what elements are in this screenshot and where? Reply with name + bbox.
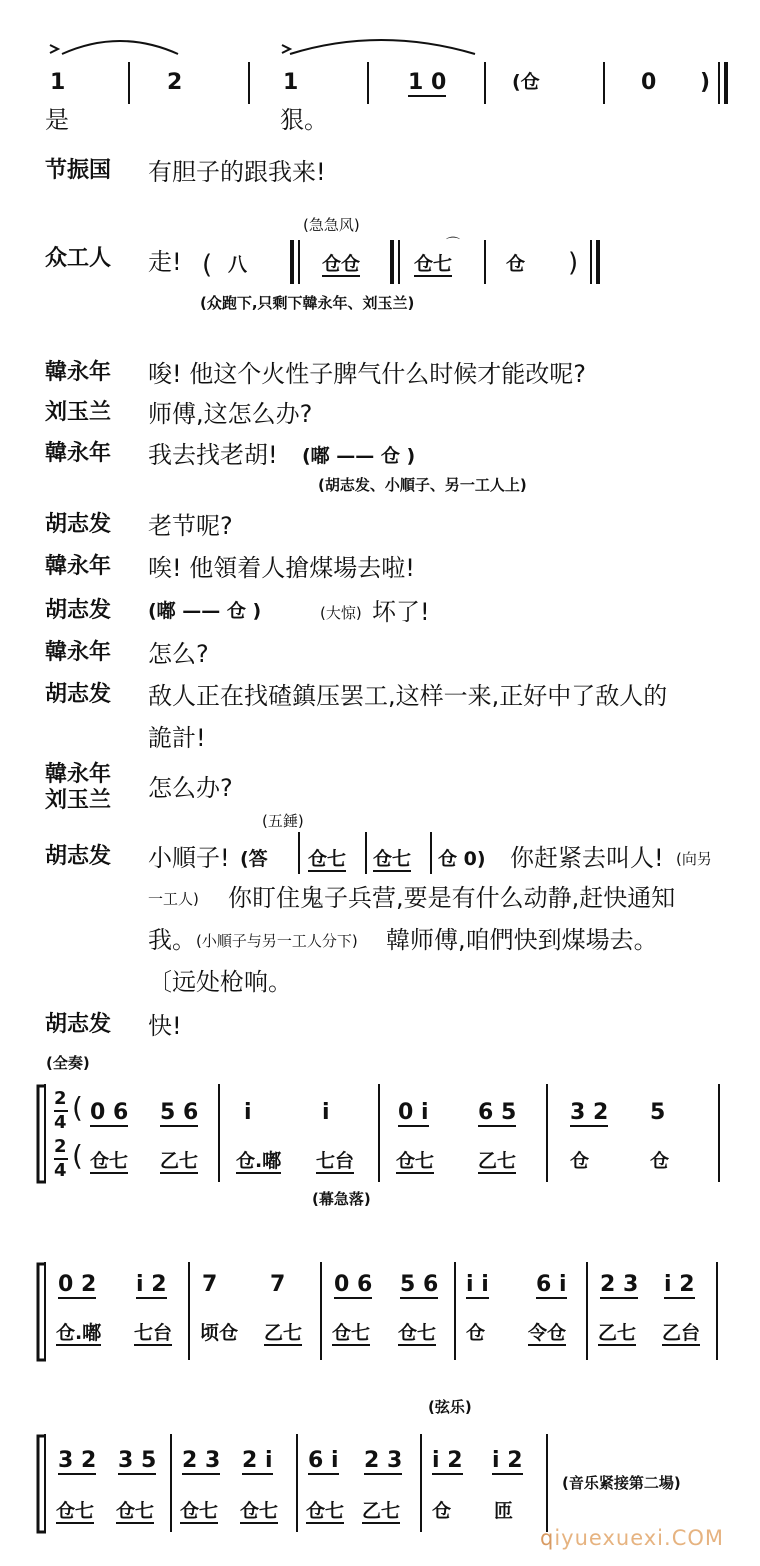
score-note: 2 3 — [364, 1448, 403, 1473]
barline — [546, 1434, 548, 1532]
speaker-name: 胡志发 — [45, 844, 112, 869]
barline-end — [590, 240, 592, 284]
dialogue-text: 我去找老胡! — [148, 441, 278, 469]
time-signature-bottom: 4 — [54, 1112, 67, 1133]
barline — [716, 1262, 718, 1360]
score-note: 0 2 — [58, 1272, 97, 1297]
stage-direction: (大惊) — [320, 604, 362, 622]
barline — [188, 1262, 190, 1360]
dialogue-text: 快! — [148, 1012, 182, 1040]
score-note: 0 6 — [334, 1272, 373, 1297]
top-note-5: (仓 — [512, 71, 540, 93]
speaker-name: 胡志发 — [45, 1012, 112, 1037]
stage-direction: (向另 — [676, 850, 712, 868]
dialogue-text: 敌人正在找碴鎮压罢工,这样一来,正好中了敌人的 — [148, 682, 668, 710]
speaker-name: 众工人 — [45, 246, 112, 271]
score-note: 6 i — [308, 1448, 339, 1473]
percussion: ( — [202, 250, 213, 280]
stage-direction: (小順子与另一工人分下) — [196, 932, 358, 950]
barline — [430, 832, 432, 874]
score-note: i 2 — [136, 1272, 167, 1297]
percussion-label: (五錘) — [262, 812, 304, 830]
system-barline — [44, 1084, 46, 1182]
lyric: 是 — [45, 106, 69, 134]
score-note: i 2 — [664, 1272, 695, 1297]
score-note: 6 5 — [478, 1100, 517, 1125]
top-barline — [128, 62, 130, 104]
speaker-name: 韓永年 — [45, 554, 112, 579]
paren: ( — [72, 1139, 83, 1172]
repeat-barline — [290, 240, 294, 284]
score-percussion: 七台 — [134, 1322, 173, 1344]
top-barline-end — [724, 62, 728, 104]
percussion: 仓七 — [308, 848, 347, 870]
barline-end — [596, 240, 600, 284]
barline — [320, 1262, 322, 1360]
score-note: 7 — [270, 1272, 286, 1297]
score-note: 5 — [650, 1100, 666, 1125]
score-note: i 2 — [432, 1448, 463, 1473]
score-percussion: 仓七 — [398, 1322, 437, 1344]
percussion: 仓仓 — [322, 253, 361, 275]
score-percussion: 七台 — [316, 1150, 355, 1172]
paren: ( — [72, 1091, 83, 1124]
score-percussion: 乙七 — [362, 1500, 401, 1522]
top-note-7: ) — [700, 70, 711, 95]
percussion: ) — [568, 248, 579, 278]
speaker-name: 胡志发 — [45, 598, 112, 623]
top-note-4: 1 0 — [408, 70, 447, 95]
barline — [365, 832, 367, 874]
percussion: 八 — [228, 254, 248, 276]
speaker-name: 胡志发 — [45, 512, 112, 537]
score-percussion: 仓.嘟 — [56, 1322, 102, 1344]
score-note: 3 2 — [58, 1448, 97, 1473]
watermark — [540, 1528, 724, 1549]
score-percussion: 令仓 — [528, 1322, 567, 1344]
stage-direction: (幕急落) — [312, 1190, 371, 1208]
stage-direction: (众跑下,只剩下韓永年、刘玉兰) — [200, 294, 415, 312]
score-note: 0 6 — [90, 1100, 129, 1125]
score-percussion: 仓七 — [240, 1500, 279, 1522]
score-note: 2 3 — [600, 1272, 639, 1297]
dialogue-text: 小順子! — [148, 844, 230, 872]
score-note: 5 6 — [160, 1100, 199, 1125]
barline — [296, 1434, 298, 1532]
top-barline — [367, 62, 369, 104]
speaker-name: 刘玉兰 — [45, 400, 112, 425]
score-percussion: 匝 — [494, 1500, 514, 1522]
dialogue-text: 你盯住鬼子兵营,要是有什么动静,赶快通知 — [228, 884, 676, 912]
percussion: 仓七 — [373, 848, 412, 870]
dialogue-text: 詭計! — [148, 724, 206, 752]
dialogue-text: 有胆子的跟我来! — [148, 158, 326, 186]
repeat-barline — [398, 240, 400, 284]
barline — [170, 1434, 172, 1532]
score-note: 7 — [202, 1272, 218, 1297]
top-note-1: 1 — [50, 70, 66, 95]
barline — [378, 1084, 380, 1182]
fermata-mark: ⌒ — [446, 237, 460, 253]
score-note: 0 i — [398, 1100, 429, 1125]
score-percussion: 仓七 — [332, 1322, 371, 1344]
percussion: (嘟 —— 仓 ) — [148, 600, 262, 622]
top-barline — [248, 62, 250, 104]
score-percussion: 仓七 — [116, 1500, 155, 1522]
stage-direction: 一工人) — [148, 890, 199, 908]
score-percussion: 仓七 — [56, 1500, 95, 1522]
slur-marks — [0, 0, 760, 60]
watermark-q: q — [540, 1526, 555, 1550]
percussion: (嘟 —— 仓 ) — [302, 445, 416, 467]
percussion: 仓 — [506, 253, 526, 275]
speaker-name: 胡志发 — [45, 682, 112, 707]
top-barline — [603, 62, 605, 104]
score-percussion: 仓七 — [90, 1150, 129, 1172]
score-note: 2 3 — [182, 1448, 221, 1473]
score-note: 2 i — [242, 1448, 273, 1473]
dialogue-text: 坏了! — [372, 598, 430, 626]
barline — [484, 240, 486, 284]
score-percussion: 顷仓 — [200, 1322, 239, 1344]
watermark-text: iyuexuexi.COM — [554, 1526, 725, 1550]
barline — [586, 1262, 588, 1360]
score-percussion: 仓七 — [306, 1500, 345, 1522]
top-note-2: 2 — [167, 70, 183, 95]
score-note: i — [322, 1100, 330, 1125]
score-percussion: 仓 — [466, 1322, 486, 1344]
percussion: 仓 0) — [438, 848, 486, 870]
barline — [420, 1434, 422, 1532]
score-note: 6 i — [536, 1272, 567, 1297]
top-barline — [484, 62, 486, 104]
barline — [298, 832, 300, 874]
speaker-name: 韓永年 — [45, 441, 112, 466]
stage-direction: (音乐紧接第二場) — [562, 1474, 681, 1492]
score-note: 5 6 — [400, 1272, 439, 1297]
time-signature-top: 2 — [54, 1136, 67, 1157]
system-barline — [44, 1262, 46, 1360]
score-percussion: 仓七 — [180, 1500, 219, 1522]
score-percussion: 仓七 — [396, 1150, 435, 1172]
repeat-barline — [298, 240, 300, 284]
dialogue-text: 我。 — [148, 926, 196, 954]
barline — [454, 1262, 456, 1360]
speaker-name: 韓永年 — [45, 762, 112, 787]
dialogue-text: 走! — [148, 248, 182, 276]
score-percussion: 仓.嘟 — [236, 1150, 282, 1172]
score-percussion: 仓 — [432, 1500, 452, 1522]
score-note: i — [244, 1100, 252, 1125]
score-percussion: 乙七 — [598, 1322, 637, 1344]
score-percussion: 仓 — [650, 1150, 670, 1172]
dialogue-text: 你赶紧去叫人! — [510, 844, 664, 872]
score-percussion: 仓 — [570, 1150, 590, 1172]
top-note-3: 1 — [283, 70, 299, 95]
score-percussion: 乙七 — [264, 1322, 303, 1344]
time-signature-top: 2 — [54, 1088, 67, 1109]
system-barline — [44, 1434, 46, 1532]
stage-direction: (胡志发、小順子、另一工人上) — [318, 476, 527, 494]
lyric: 狠。 — [280, 106, 328, 134]
speaker-name: 韓永年 — [45, 360, 112, 385]
barline — [218, 1084, 220, 1182]
score-percussion: 乙台 — [662, 1322, 701, 1344]
barline — [546, 1084, 548, 1182]
repeat-barline — [390, 240, 394, 284]
percussion: 仓七 — [414, 253, 453, 275]
score-note: 3 2 — [570, 1100, 609, 1125]
stage-direction: 〔远处枪响。 — [148, 968, 292, 996]
score-note: i i — [466, 1272, 489, 1297]
score-note: 3 5 — [118, 1448, 157, 1473]
speaker-name: 韓永年 — [45, 640, 112, 665]
speaker-name: 刘玉兰 — [45, 788, 112, 813]
score-label: (弦乐) — [428, 1398, 472, 1416]
score-note: i 2 — [492, 1448, 523, 1473]
top-barline-end — [718, 62, 720, 104]
dialogue-text: 怎么? — [148, 640, 209, 668]
dialogue-text: 怎么办? — [148, 774, 233, 802]
time-signature-bottom: 4 — [54, 1160, 67, 1181]
dialogue-text: 唆! 他这个火性子脾气什么时候才能改呢? — [148, 360, 586, 388]
speaker-name: 节振国 — [45, 158, 112, 183]
barline — [718, 1084, 720, 1182]
dialogue-text: 唉! 他領着人搶煤場去啦! — [148, 554, 415, 582]
top-note-6: 0 — [641, 70, 657, 95]
percussion: (答 — [240, 848, 268, 870]
dialogue-text: 师傅,这怎么办? — [148, 400, 313, 428]
dialogue-text: 老节呢? — [148, 512, 233, 540]
score-percussion: 乙七 — [478, 1150, 517, 1172]
score-percussion: 乙七 — [160, 1150, 199, 1172]
score-label: (全奏) — [46, 1054, 90, 1072]
percussion-label: (急急风) — [303, 216, 360, 234]
dialogue-text: 韓师傅,咱們快到煤場去。 — [386, 926, 658, 954]
